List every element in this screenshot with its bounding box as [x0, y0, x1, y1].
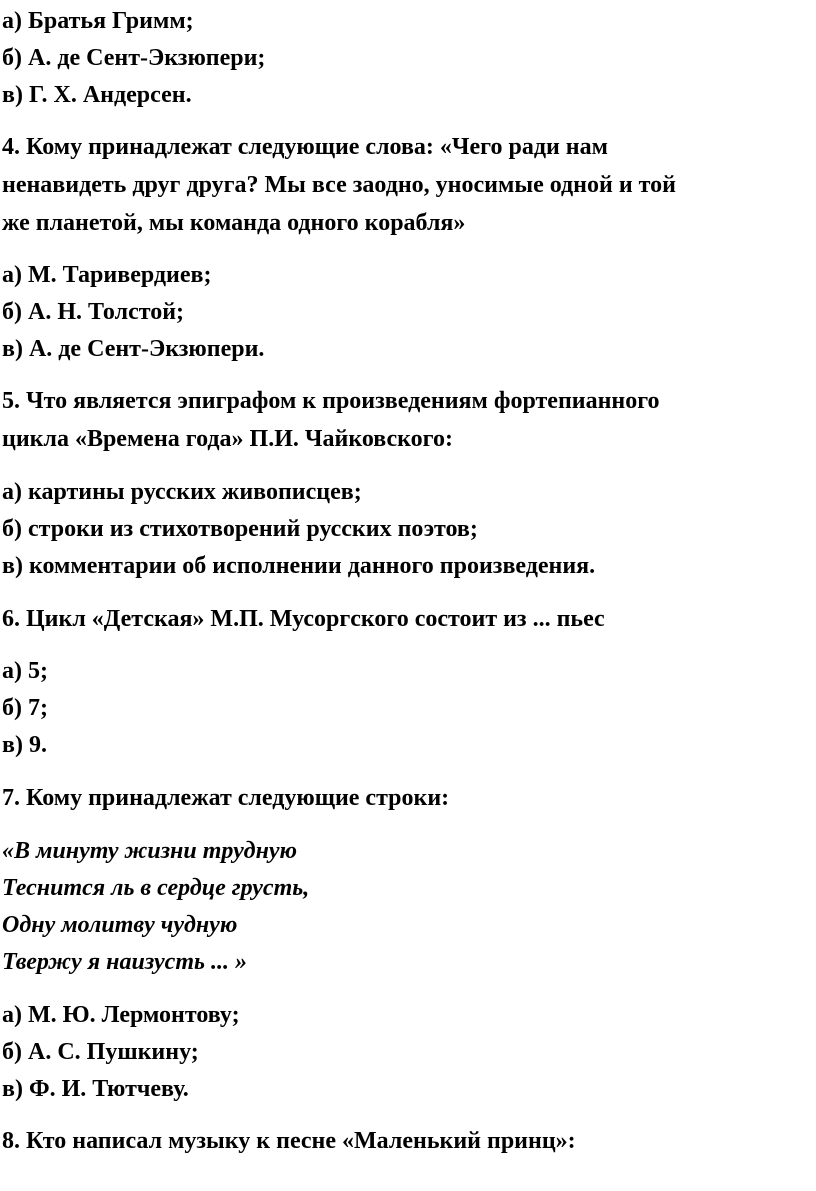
quote-line: Одну молитву чудную — [2, 912, 238, 938]
answer-option: б) А. С. Пушкину; — [2, 1039, 199, 1065]
answer-option: б) строки из стихотворений русских поэтов; — [2, 516, 478, 542]
answer-option: а) 5; — [2, 658, 48, 684]
answer-option: б) А. де Сент-Экзюпери; — [2, 45, 266, 71]
question-text: цикла «Времена года» П.И. Чайковского: — [2, 426, 453, 452]
answer-option: б) А. Н. Толстой; — [2, 299, 185, 325]
answer-option: а) М. Ю. Лермонтову; — [2, 1002, 240, 1028]
answer-option: а) картины русских живописцев; — [2, 479, 362, 505]
question-text: 6. Цикл «Детская» М.П. Мусоргского состоит из ... пьес — [2, 606, 605, 632]
quote-line: Теснится ль в сердце грусть, — [2, 875, 310, 901]
answer-option: б) 7; — [2, 695, 48, 721]
question-text: ненавидеть друг друга? Мы все заодно, уносимые одной и той — [2, 172, 676, 198]
quote-line: «В минуту жизни трудную — [2, 838, 298, 864]
question-text: 5. Что является эпиграфом к произведениям фортепианного — [2, 388, 660, 414]
question-text: 4. Кому принадлежат следующие слова: «Чего ради нам — [2, 134, 608, 160]
answer-option: в) Г. Х. Андерсен. — [2, 82, 192, 108]
answer-option: а) М. Таривердиев; — [2, 262, 212, 288]
question-text: 8. Кто написал музыку к песне «Маленький принц»: — [2, 1128, 576, 1154]
answer-option: в) комментарии об исполнении данного произведения. — [2, 553, 596, 579]
answer-option: в) 9. — [2, 732, 47, 758]
answer-option: в) Ф. И. Тютчеву. — [2, 1076, 189, 1102]
question-text: 7. Кому принадлежат следующие строки: — [2, 785, 450, 811]
quote-line: Твержу я наизусть ... » — [2, 949, 247, 975]
question-text: же планетой, мы команда одного корабля» — [2, 210, 466, 236]
answer-option: в) А. де Сент-Экзюпери. — [2, 336, 265, 362]
answer-option: а) Братья Гримм; — [2, 8, 194, 34]
